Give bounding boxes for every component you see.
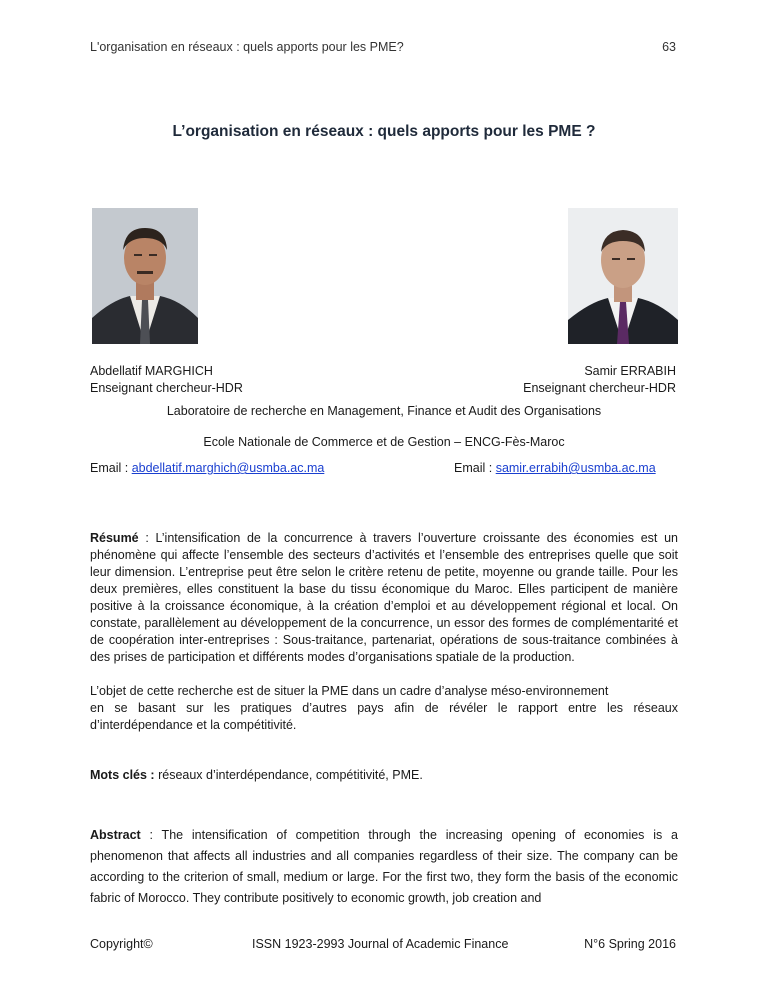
footer-copyright: Copyright© bbox=[90, 937, 153, 951]
email-link-errabih[interactable]: samir.errabih@usmba.ac.ma bbox=[495, 461, 656, 475]
author-name-right: Samir ERRABIH bbox=[584, 364, 676, 378]
author-photo-errabih bbox=[568, 208, 678, 344]
footer-journal: ISSN 1923-2993 Journal of Academic Finance bbox=[252, 937, 509, 951]
email-left bbox=[90, 461, 324, 475]
resume-text: : L’intensification de la concurrence à travers l’ouverture croissante des économies est un phénomène qui affecte l’ensemble des secteurs d’activités et l’ensemble des entreprises quelle que soit leur dimension. L’entreprise peut être selon le critère retenu de petite, moyenne ou grande taille. Pour les deux premières, elles constituent la base du tissu économique du Maroc. Elles participent de manière positive à la croissance économique, à la création d’emploi et au développement régional et local. On constate, parallèlement au développement de la concurrence, un essor des formes de complémentarité et de coopération inter-entreprises : Sous-traitance, partenariat, opérations de sous-traitance combinées à des prises de participation et différents modes d’organisations spatiale de la production. bbox=[90, 531, 678, 664]
objective-line-2: en se basant sur les pratiques d’autres pays afin de révéler le rapport entre les réseaux d’interdépendance et la compétitivité. bbox=[90, 701, 678, 732]
email-link-marghich[interactable]: abdellatif.marghich@usmba.ac.ma bbox=[131, 461, 325, 475]
resume-paragraph bbox=[90, 530, 678, 666]
keywords-line bbox=[90, 767, 678, 784]
author-block-right bbox=[523, 363, 676, 397]
affiliation-lab: Laboratoire de recherche en Management, Finance et Audit des Organisations bbox=[166, 404, 602, 418]
keywords-label: Mots clés : bbox=[90, 768, 155, 782]
abstract-label: Abstract bbox=[90, 828, 141, 842]
email-label-left: Email : bbox=[90, 461, 129, 475]
email-label-right: Email : bbox=[454, 461, 493, 475]
author-block-left bbox=[90, 363, 243, 397]
abstract-text: : The intensification of competition through the increasing opening of economies is a phenomenon that affects all industries and all companies regardless of their size. The company can be according to the criterion of small, medium or large. For the first two, they form the basis of the economic fabric of Morocco. They contribute positively to economic growth, job creation and bbox=[90, 828, 678, 905]
author-role-left: Enseignant chercheur-HDR bbox=[90, 381, 243, 395]
keywords-text: réseaux d’interdépendance, compétitivité, PME. bbox=[154, 768, 423, 782]
running-header-title: L'organisation en réseaux : quels apports pour les PME? bbox=[90, 40, 404, 54]
author-role-right: Enseignant chercheur-HDR bbox=[523, 381, 676, 395]
page-number: 63 bbox=[662, 40, 676, 54]
author-name-left: Abdellatif MARGHICH bbox=[90, 364, 213, 378]
objective-paragraph bbox=[90, 683, 678, 734]
footer-issue: N°6 Spring 2016 bbox=[584, 937, 676, 951]
resume-label: Résumé bbox=[90, 531, 139, 545]
author-photo-marghich bbox=[92, 208, 198, 344]
article-title: L’organisation en réseaux : quels apports pour les PME ? bbox=[172, 123, 596, 140]
affiliation-school: Ecole Nationale de Commerce et de Gestion – ENCG-Fès-Maroc bbox=[203, 435, 565, 449]
abstract-paragraph bbox=[90, 825, 678, 909]
email-right bbox=[454, 461, 656, 475]
objective-line-1: L’objet de cette recherche est de situer la PME dans un cadre d’analyse méso-environnement bbox=[90, 684, 609, 698]
